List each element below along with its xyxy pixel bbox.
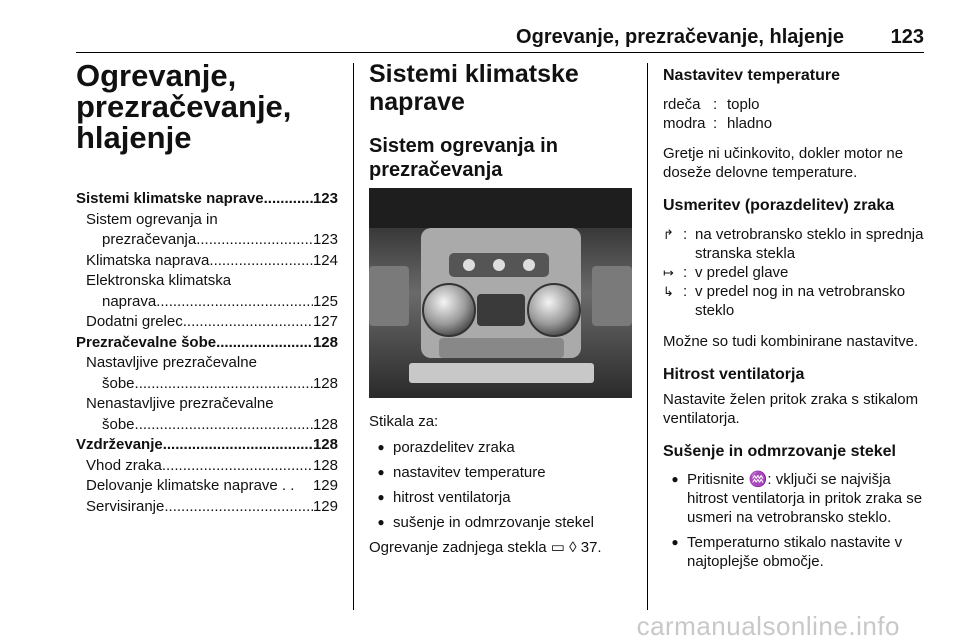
section-title <box>369 60 631 116</box>
toc-page: 125 <box>312 292 338 310</box>
toc-page: 129 <box>312 477 338 494</box>
switch-bullet <box>369 513 631 532</box>
chapter-title-line: Ogrevanje, <box>76 58 237 93</box>
bullet-icon: ● <box>377 465 385 479</box>
toc-page: 128 <box>312 415 338 433</box>
page-header <box>76 22 924 53</box>
toc-entry-title: šobe <box>102 415 135 433</box>
separator: : <box>713 115 718 132</box>
chapter-title-line: prezračevanje, <box>76 89 292 124</box>
toc-leader <box>196 230 313 251</box>
defrost-press-text: Pritisnite <box>687 471 745 488</box>
temperature-items <box>663 95 929 133</box>
fan-heading: Hitrost ventilatorja <box>663 366 805 383</box>
temperature-value: hladno <box>727 115 773 132</box>
distribution-heading: Usmeritev (porazdelitev) zraka <box>663 197 895 214</box>
defrost-bullet-text: Temperaturno stikalo nastavite v najtoplejše območje. <box>687 534 903 570</box>
chapter-title <box>76 60 338 153</box>
toc-entry[interactable] <box>76 415 338 436</box>
toc-entry[interactable] <box>76 292 338 313</box>
switch-bullet-text: sušenje in odmrzovanje stekel <box>393 514 594 531</box>
toc-leader <box>294 476 313 497</box>
toc-page: 128 <box>312 374 338 392</box>
column-divider-1 <box>353 63 354 610</box>
temperature-item <box>663 114 929 133</box>
bullet-icon: ● <box>671 472 679 486</box>
section-title-line: naprave <box>369 88 465 116</box>
separator: : <box>683 264 688 281</box>
column-divider-2 <box>647 63 648 610</box>
defrost-bullet-text <box>687 470 929 527</box>
toc-entry-title: Nastavljive prezračevalne <box>86 354 257 371</box>
toc-leader <box>162 456 313 477</box>
toc-entry[interactable] <box>76 497 338 518</box>
toc-entry-title: Prezračevalne šobe <box>76 333 217 351</box>
temperature-key: modra <box>663 115 706 132</box>
switch-bullet-text: porazdelitev zraka <box>393 439 515 456</box>
toc-entry-title: Dodatni grelec <box>86 313 183 330</box>
defrost-icon: ♒ <box>748 471 768 488</box>
defrost-heading: Sušenje in odmrzovanje stekel <box>663 443 896 460</box>
toc-page: 128 <box>312 456 338 474</box>
toc-leader <box>164 497 313 518</box>
toc-entry[interactable] <box>76 333 338 354</box>
distribution-item <box>663 263 929 282</box>
toc-page: 123 <box>312 231 338 248</box>
bullet-icon: ● <box>377 515 385 529</box>
bullet-icon: ● <box>377 490 385 504</box>
bullet-icon: ● <box>671 535 679 549</box>
toc-entry-title: Sistemi klimatske naprave <box>76 190 264 207</box>
chapter-title-line: hlajenje <box>76 120 192 155</box>
toc-entry-title: Sistem ogrevanja in <box>86 210 218 228</box>
switch-bullet <box>369 463 631 482</box>
section-subtitle-line: Sistem ogrevanja in <box>369 135 558 157</box>
separator: : <box>713 96 718 113</box>
feet-air-icon: ↳ <box>663 284 674 299</box>
section-column <box>369 60 631 182</box>
rear-window-heating-icon: ▭ <box>550 539 565 556</box>
distribution-note: Možne so tudi kombinirane nastavitve. <box>663 333 919 350</box>
fan-text: Nastavite želen pritok zraka s stikalom ventilatorja. <box>663 391 919 427</box>
toc-leader <box>264 189 313 210</box>
distribution-item <box>663 225 929 263</box>
toc-leader <box>216 333 313 354</box>
temperature-key: rdeča <box>663 96 701 113</box>
toc-leader <box>209 251 313 272</box>
chapter-column <box>76 60 338 517</box>
distribution-value: na vetrobransko steklo in sprednja stranska stekla <box>695 226 924 262</box>
toc-entry[interactable] <box>76 271 338 292</box>
toc-entry[interactable] <box>76 476 338 497</box>
rear-window-note <box>369 538 631 558</box>
toc-page: 124 <box>312 251 338 269</box>
toc-entry-title: prezračevanja <box>102 231 197 248</box>
page-number: 123 <box>890 26 924 48</box>
toc-entry-title: naprava <box>102 292 157 310</box>
table-of-contents <box>76 189 338 517</box>
temperature-heading: Nastavitev temperature <box>663 67 840 84</box>
toc-entry-title: Klimatska naprava <box>86 251 210 269</box>
head-air-icon: ↦ <box>663 265 674 280</box>
toc-entry-title: Vzdrževanje <box>76 436 163 453</box>
settings-column <box>663 66 929 571</box>
toc-entry[interactable] <box>76 456 338 477</box>
toc-entry-title: Elektronska klimatska <box>86 272 232 289</box>
section-subtitle-line: prezračevanja <box>369 159 503 181</box>
distribution-items <box>663 225 929 320</box>
toc-leader <box>183 312 313 333</box>
temperature-value: toplo <box>727 96 760 113</box>
page-reference: 37. <box>580 539 602 556</box>
defrost-bullet <box>663 470 929 527</box>
toc-entry[interactable] <box>76 210 338 231</box>
toc-entry-title: Servisiranje <box>86 497 165 515</box>
switches-list <box>369 412 631 558</box>
separator: : <box>683 226 688 243</box>
reference-arrow-icon: ◊ <box>569 539 577 556</box>
distribution-value: v predel glave <box>695 264 789 281</box>
toc-entry-title: Vhod zraka <box>86 456 162 474</box>
toc-entry-title: šobe <box>102 374 135 392</box>
toc-entry-title: Nenastavljive prezračevalne <box>86 395 274 412</box>
toc-page: 128 <box>312 333 338 351</box>
temperature-item <box>663 95 929 114</box>
toc-entry[interactable] <box>76 312 338 333</box>
defrost-effect-text: : vključi se najvišja hitrost ventilatorja in pritok zraka se usmeri na vetrobransko steklo. <box>687 471 923 526</box>
switch-bullet-text: nastavitev temperature <box>393 464 546 481</box>
section-title-line: Sistemi klimatske <box>369 60 579 88</box>
defrost-bullet <box>663 533 929 571</box>
windshield-air-icon: ↱ <box>663 227 674 242</box>
distribution-value: v predel nog in na vetrobransko steklo <box>695 283 906 319</box>
toc-entry[interactable] <box>76 353 338 374</box>
toc-entry[interactable] <box>76 374 338 395</box>
bullet-icon: ● <box>377 440 385 454</box>
toc-leader <box>135 374 313 395</box>
toc-page: 127 <box>312 313 338 330</box>
toc-page: 123 <box>312 190 338 207</box>
toc-leader <box>135 415 313 436</box>
toc-entry[interactable] <box>76 230 338 251</box>
section-subtitle <box>369 134 631 182</box>
watermark: carmanualsonline.info <box>636 611 900 641</box>
separator: : <box>683 283 688 300</box>
toc-entry[interactable] <box>76 394 338 415</box>
toc-leader <box>156 292 313 313</box>
distribution-item <box>663 282 929 320</box>
climate-control-panel-photo <box>369 188 632 398</box>
toc-page: 128 <box>312 436 338 453</box>
toc-entry[interactable] <box>76 251 338 272</box>
toc-leader <box>163 435 313 456</box>
toc-entry[interactable] <box>76 189 338 210</box>
temperature-note: Gretje ni učinkovito, dokler motor ne doseže delovne temperature. <box>663 145 904 181</box>
rear-window-text: Ogrevanje zadnjega stekla <box>369 539 547 556</box>
switch-bullet <box>369 438 631 457</box>
toc-entry[interactable] <box>76 435 338 456</box>
toc-page: 129 <box>312 497 338 515</box>
toc-entry-title: Delovanje klimatske naprave . . <box>86 477 295 494</box>
switches-intro: Stikala za: <box>369 413 439 430</box>
switch-bullet <box>369 488 631 507</box>
switch-bullet-text: hitrost ventilatorja <box>393 489 511 506</box>
header-title: Ogrevanje, prezračevanje, hlajenje <box>516 26 844 48</box>
